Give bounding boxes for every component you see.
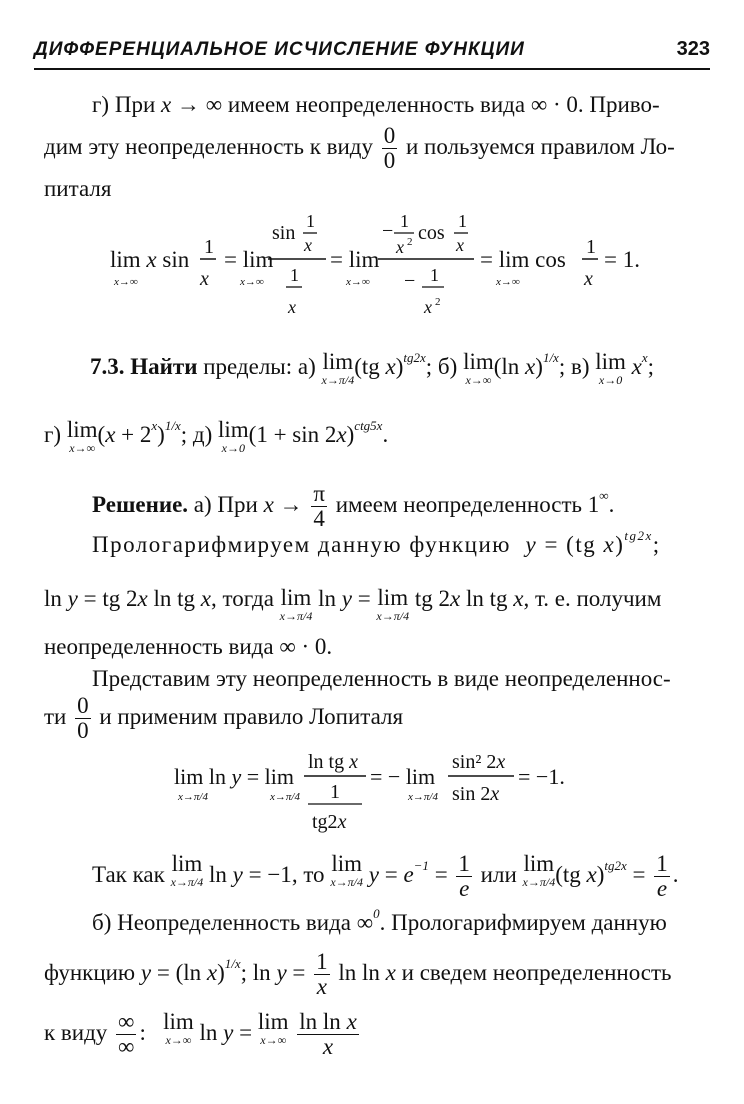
text: Так как bbox=[92, 861, 165, 887]
svg-text:= − lim: = − lim bbox=[370, 764, 436, 789]
fraction: $\frac{0}{0}$ bbox=[77, 693, 89, 744]
text: к виду bbox=[44, 1019, 108, 1045]
svg-text:1: 1 bbox=[306, 211, 315, 231]
text-line bbox=[44, 124, 675, 173]
text: имеем неопределенность вида bbox=[227, 92, 526, 117]
text: , т. е. получим bbox=[523, 586, 662, 611]
svg-text:x→∞: x→∞ bbox=[240, 276, 264, 288]
svg-text:x→∞: x→∞ bbox=[114, 276, 138, 288]
svg-text:lim x sin: lim x sin bbox=[110, 247, 190, 272]
svg-text:= lim cos: = lim cos bbox=[480, 247, 566, 272]
text-line: к виду $\frac{\infty}{\infty}$ : lim x→∞ ln y = lim x→∞ $\frac{\text{ln ln x}}{x}$ bbox=[44, 1009, 357, 1060]
running-header bbox=[34, 36, 710, 70]
text: г) bbox=[44, 422, 62, 447]
svg-text:x: x bbox=[288, 297, 296, 317]
svg-text:1: 1 bbox=[290, 265, 299, 285]
svg-text:lim ln y = lim: lim ln y = lim bbox=[174, 764, 294, 789]
text: ; в) bbox=[558, 354, 590, 379]
svg-text:sin: sin bbox=[272, 222, 296, 244]
svg-text:x→π/4: x→π/4 bbox=[178, 791, 208, 803]
svg-text:= lim: = lim bbox=[330, 247, 380, 272]
svg-text:sin 2x: sin 2x bbox=[452, 783, 500, 805]
svg-text:1: 1 bbox=[586, 236, 596, 258]
text: г) При bbox=[92, 92, 156, 117]
svg-text:cos: cos bbox=[418, 222, 445, 244]
formula-log-limit bbox=[170, 748, 590, 838]
task-line: 7.3. Найти пределы: а) lim x→π/4 (tg x)$^{tg2x}$; б) lim x→∞ (ln x)$^{1/x}$; в) lim x→0 $x^x$; bbox=[90, 349, 655, 387]
svg-text:x: x bbox=[456, 235, 464, 255]
text: . Прологарифмируем данную bbox=[379, 910, 667, 935]
text: и сведем неопределенность bbox=[401, 959, 672, 985]
text-line: г) При x → ∞ имеем неопределенность вида ∞ · 0. Приво- bbox=[92, 92, 660, 117]
svg-text:−: − bbox=[404, 270, 416, 292]
svg-text:= −1.: = −1. bbox=[518, 764, 565, 789]
text: ; д) bbox=[180, 422, 213, 447]
svg-text:x: x bbox=[200, 268, 209, 290]
text: неопределенность вида bbox=[44, 634, 274, 659]
text: и применим правило Лопиталя bbox=[99, 703, 404, 729]
svg-text:ln tg x: ln tg x bbox=[308, 751, 359, 773]
svg-text:x→∞: x→∞ bbox=[346, 276, 370, 288]
svg-text:1: 1 bbox=[204, 236, 214, 258]
text-line: Так как lim x→π/4 ln y = −1, то lim x→π/4 $y = e^{-1}$ = $\frac{1}{e}$ или lim x→π/4 (tg x)$^{tg2x}$ = $\frac{1}{e}$ . bbox=[92, 851, 679, 902]
fraction: $\frac{\infty}{\infty}$ bbox=[118, 1009, 135, 1060]
svg-text:1: 1 bbox=[458, 211, 467, 231]
text: или bbox=[480, 861, 517, 887]
text: пределы: а) bbox=[203, 354, 316, 379]
text: и пользуемся правилом Ло- bbox=[406, 133, 675, 159]
svg-text:1: 1 bbox=[400, 211, 409, 231]
text-line bbox=[44, 176, 111, 202]
task-line: г) lim x→∞ $(x + 2^x)^{1/x}$; д) lim x→0 $(1 + \sin 2x)^{ctg5x}$. bbox=[44, 417, 389, 455]
svg-text:1: 1 bbox=[330, 781, 340, 803]
svg-text:1: 1 bbox=[430, 265, 439, 285]
svg-text:= lim: = lim bbox=[224, 247, 274, 272]
text: а) При bbox=[193, 491, 258, 517]
svg-text:x→π/4: x→π/4 bbox=[408, 791, 438, 803]
text-line: неопределенность вида ∞ · 0. bbox=[44, 634, 333, 659]
text: б) Неопределенность вида bbox=[92, 910, 352, 935]
svg-text:x: x bbox=[424, 297, 432, 317]
text: Прологарифмируем данную функцию bbox=[92, 532, 511, 557]
fraction: $\frac{1}{e}$ bbox=[656, 851, 668, 902]
text-line: Прологарифмируем данную функцию y = (tg x)$^{tg2x}$; bbox=[92, 528, 661, 557]
text-line bbox=[44, 694, 403, 743]
text: , то bbox=[291, 861, 325, 887]
text-line: б) Неопределенность вида ∞$^0$. Прологарифмируем данную bbox=[92, 906, 667, 935]
text-line bbox=[92, 666, 671, 692]
text: Представим эту неопределенность в виде неопределеннос- bbox=[92, 666, 671, 691]
fraction: $\frac{\pi}{4}$ bbox=[313, 481, 325, 532]
fraction: $\frac{0}{0}$ bbox=[383, 123, 396, 174]
page-number: 323 bbox=[676, 38, 710, 60]
fraction: $\frac{\text{ln ln x}}{x}$ bbox=[299, 1009, 357, 1060]
text: , тогда bbox=[210, 586, 274, 611]
task-number: 7.3. Найти bbox=[90, 354, 198, 379]
svg-text:sin² 2x: sin² 2x bbox=[452, 751, 506, 773]
svg-text:= 1.: = 1. bbox=[604, 247, 640, 272]
text: имеем неопределенность bbox=[335, 491, 583, 517]
svg-text:x: x bbox=[304, 235, 312, 255]
fraction: $\frac{1}{e}$ bbox=[458, 851, 470, 902]
text: . Приво- bbox=[577, 92, 660, 117]
svg-text:2: 2 bbox=[435, 296, 441, 308]
chapter-title: ДИФФЕРЕНЦИАЛЬНОЕ ИСЧИСЛЕНИЕ ФУНКЦИИ bbox=[34, 39, 525, 60]
text: функцию bbox=[44, 959, 136, 985]
svg-text:x→π/4: x→π/4 bbox=[270, 791, 300, 803]
text-line: ln y = tg 2x ln tg x, тогда lim x→π/4 ln y = lim x→π/4 tg 2x ln tg x, т. е. получим bbox=[44, 585, 662, 623]
svg-text:x→∞: x→∞ bbox=[496, 276, 520, 288]
text-line: функцию y = (ln x)$^{1/x}$; ln y = $\frac{1}{x}$ ln ln x и сведем неопределенность bbox=[44, 949, 672, 1000]
text: ; б) bbox=[425, 354, 458, 379]
svg-text:2: 2 bbox=[407, 236, 413, 248]
text: питаля bbox=[44, 176, 112, 201]
svg-text:x: x bbox=[396, 237, 404, 257]
formula-lhopital bbox=[100, 205, 660, 325]
solution-label: Решение. bbox=[92, 491, 189, 517]
text: дим эту неопределенность к виду bbox=[44, 133, 373, 159]
text: ти bbox=[44, 703, 67, 729]
svg-text:tg2x: tg2x bbox=[312, 811, 347, 833]
svg-text:−: − bbox=[382, 220, 394, 242]
text-line: Решение. а) При x → $\frac{\pi}{4}$ имеем неопределенность 1∞. bbox=[92, 481, 615, 532]
fraction: $\frac{1}{x}$ bbox=[316, 949, 328, 1000]
svg-text:x: x bbox=[584, 268, 593, 290]
